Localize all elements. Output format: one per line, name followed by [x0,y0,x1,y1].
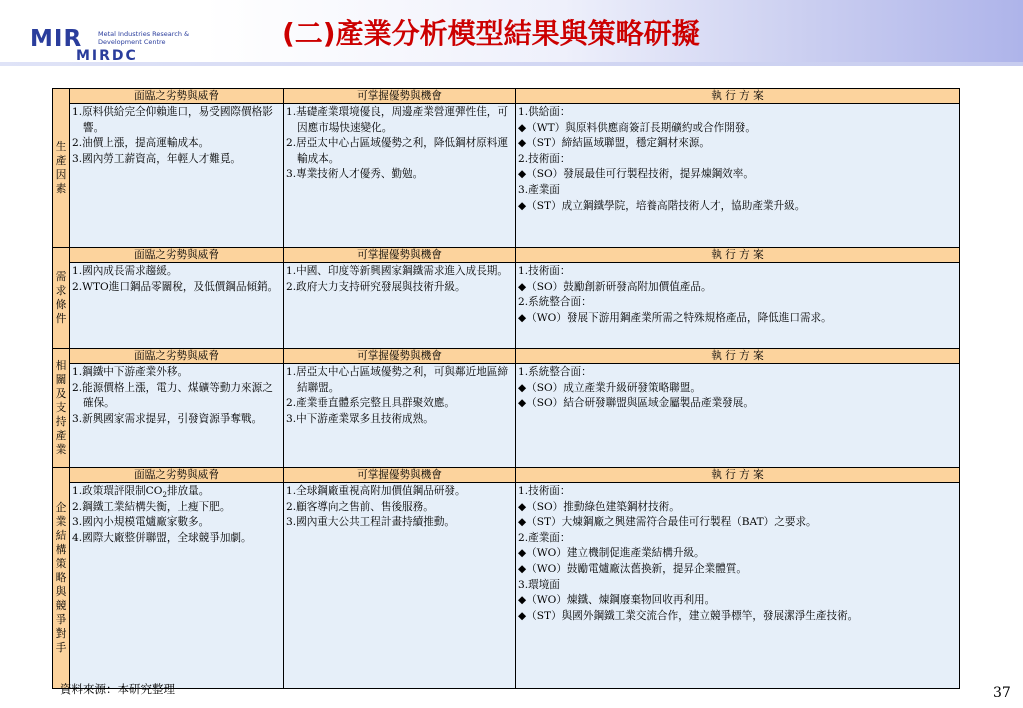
opportunity-item: 2.產業垂直體系完整且具群聚效應。 [286,397,456,410]
threat-item: 3.國內小規模電爐廠家數多。 [72,516,210,529]
opportunity-item: 2.顧客導向之售前、售後服務。 [286,500,434,513]
threats-header: 面臨之劣勢與威脅 [70,349,284,364]
threat-item: 1.鋼鐵中下游產業外移。 [72,366,189,378]
plan-section-heading: 2.技術面： [518,152,571,165]
opportunity-item: 3.國內重大公共工程計畫持續推動。 [286,516,456,529]
section-label [53,248,70,349]
opportunities-header: 可掌握優勢與機會 [284,468,516,483]
section-label [53,349,70,468]
opportunity-item: 2.政府大力支持研究發展與技術升級。 [286,280,466,293]
plan-item: ◆（ST）與國外鋼鐵工業交流合作，建立競爭標竿，發展潔淨生產技術。 [518,609,859,622]
logo-mirdc-text: MIRDC [76,48,138,64]
threat-item [72,484,281,500]
threat-item: 1.原料供給完全仰賴進口，易受國際價格影響。 [72,106,273,134]
plan-section-heading: 2.產業面： [518,531,571,544]
slide-title: (二)產業分析模型結果與策略研擬 [282,17,700,50]
threat-item: 2.鋼鐵工業結構失衡，上瘦下肥。 [72,500,231,513]
plan-item: ◆（WO）鼓勵電爐廠汰舊換新，提昇企業體質。 [518,562,748,575]
opportunities-cell [284,263,516,349]
plan-item: ◆（SO）發展最佳可行製程技術，提昇煉鋼效率。 [518,168,754,181]
plan-item: ◆（WO）煉鐵、煉鋼廢棄物回收再利用。 [518,594,716,607]
subscript: 2 [162,491,167,500]
threat-item: 2.油價上漲，提高運輸成本。 [72,137,210,150]
section-label-text: 企業結構策略與競爭對手 [55,502,67,654]
opportunity-item: 1.居亞太中心占區域優勢之利，可與鄰近地區締結聯盟。 [286,366,508,394]
plan-section-heading: 1.供給面： [518,106,571,118]
opportunity-item: 1.基礎產業環境優良，周邊產業營運彈性佳，可因應市場快速變化。 [286,106,508,134]
opportunity-item: 1.全球鋼廠重視高附加價值鋼品研發。 [286,485,466,497]
threat-text: 1.政策環評限制CO [72,485,163,497]
plan-item: ◆（WO）建立機制促進產業結構升級。 [518,547,705,560]
plan-section-heading: 1.技術面： [518,485,571,497]
opportunities-cell [284,364,516,468]
plan-item: ◆（WT）與原料供應商簽訂長期礦約或合作開發。 [518,121,756,134]
plan-section-heading: 1.系統整合面： [518,366,592,378]
opportunity-item: 2.居亞太中心占區域優勢之利，降低鋼材原料運輸成本。 [286,137,508,165]
section-label-text: 生產因素 [55,141,67,195]
table-row [53,263,960,349]
threats-cell [70,483,284,689]
plan-item: ◆（SO）鼓勵創新研發高附加價值產品。 [518,280,712,293]
table-row [53,483,960,689]
table-row [53,104,960,248]
plan-header: 執 行 方 案 [516,468,960,483]
threats-cell [70,364,284,468]
opportunities-header: 可掌握優勢與機會 [284,349,516,364]
mirdc-logo [30,24,220,64]
threats-header: 面臨之劣勢與威脅 [70,468,284,483]
plan-cell [516,263,960,349]
threats-header: 面臨之劣勢與威脅 [70,248,284,263]
plan-item: ◆（SO）成立產業升級研發策略聯盟。 [518,381,701,394]
opportunities-header: 可掌握優勢與機會 [284,248,516,263]
opportunity-item: 3.中下游產業眾多且技術成熟。 [286,412,434,425]
source-note: 資料來源：本研究整理 [60,682,175,696]
plan-section-heading: 2.系統整合面： [518,296,592,309]
table-header-row [53,349,960,364]
opportunity-item: 1.中國、印度等新興國家鋼鐵需求進入成長期。 [286,265,508,277]
logo-subtitle: Metal Industries Research & Development Centre [98,30,190,46]
plan-cell [516,364,960,468]
section-label [53,468,70,689]
plan-item: ◆（ST）締結區域聯盟，穩定鋼材來源。 [518,137,710,150]
table-header-row [53,248,960,263]
analysis-table [52,88,960,689]
plan-item: ◆（ST）成立鋼鐵學院，培養高階技術人才，協助產業升級。 [518,199,806,212]
threat-text: 排放量。 [166,485,210,497]
opportunities-cell [284,104,516,248]
page-number: 37 [993,685,1011,701]
table-header-row [53,468,960,483]
plan-header: 執 行 方 案 [516,89,960,104]
threat-item: 4.國際大廠整併聯盟，全球競爭加劇。 [72,531,252,544]
plan-item: ◆（SO）推動綠色建築鋼材技術。 [518,500,680,513]
threat-item: 2.能源價格上漲，電力、煤礦等動力來源之確保。 [72,381,273,410]
threat-item: 2.WTO進口鋼品零關稅，及低價鋼品傾銷。 [72,280,279,293]
plan-section-heading: 3.環境面 [518,578,560,591]
opportunity-item: 3.專業技術人才優秀、勤勉。 [286,168,424,181]
plan-section-heading: 3.產業面 [518,183,560,196]
plan-cell [516,483,960,689]
logo-mir-text: MIR [30,26,83,52]
opportunities-cell [284,483,516,689]
threats-cell [70,263,284,349]
threat-item: 3.新興國家需求提昇，引發資源爭奪戰。 [72,412,263,425]
plan-item: ◆（WO）發展下游用鋼產業所需之特殊規格產品，降低進口需求。 [518,311,832,324]
plan-item: ◆（SO）結合研發聯盟與區域金屬製品產業發展。 [518,397,754,410]
threat-item: 3.國內勞工薪資高，年輕人才難覓。 [72,152,242,165]
plan-item: ◆（ST）大煉鋼廠之興建需符合最佳可行製程（BAT）之要求。 [518,516,817,529]
table-row [53,364,960,468]
plan-header: 執 行 方 案 [516,248,960,263]
opportunities-header: 可掌握優勢與機會 [284,89,516,104]
section-label [53,89,70,248]
plan-header: 執 行 方 案 [516,349,960,364]
threat-item: 1.國內成長需求趨緩。 [72,265,178,277]
threats-header: 面臨之劣勢與威脅 [70,89,284,104]
plan-section-heading: 1.技術面： [518,265,571,277]
section-label-text: 相關及支持產業 [55,360,67,456]
section-label-text: 需求條件 [55,271,67,325]
plan-cell [516,104,960,248]
threats-cell [70,104,284,248]
table-header-row [53,89,960,104]
